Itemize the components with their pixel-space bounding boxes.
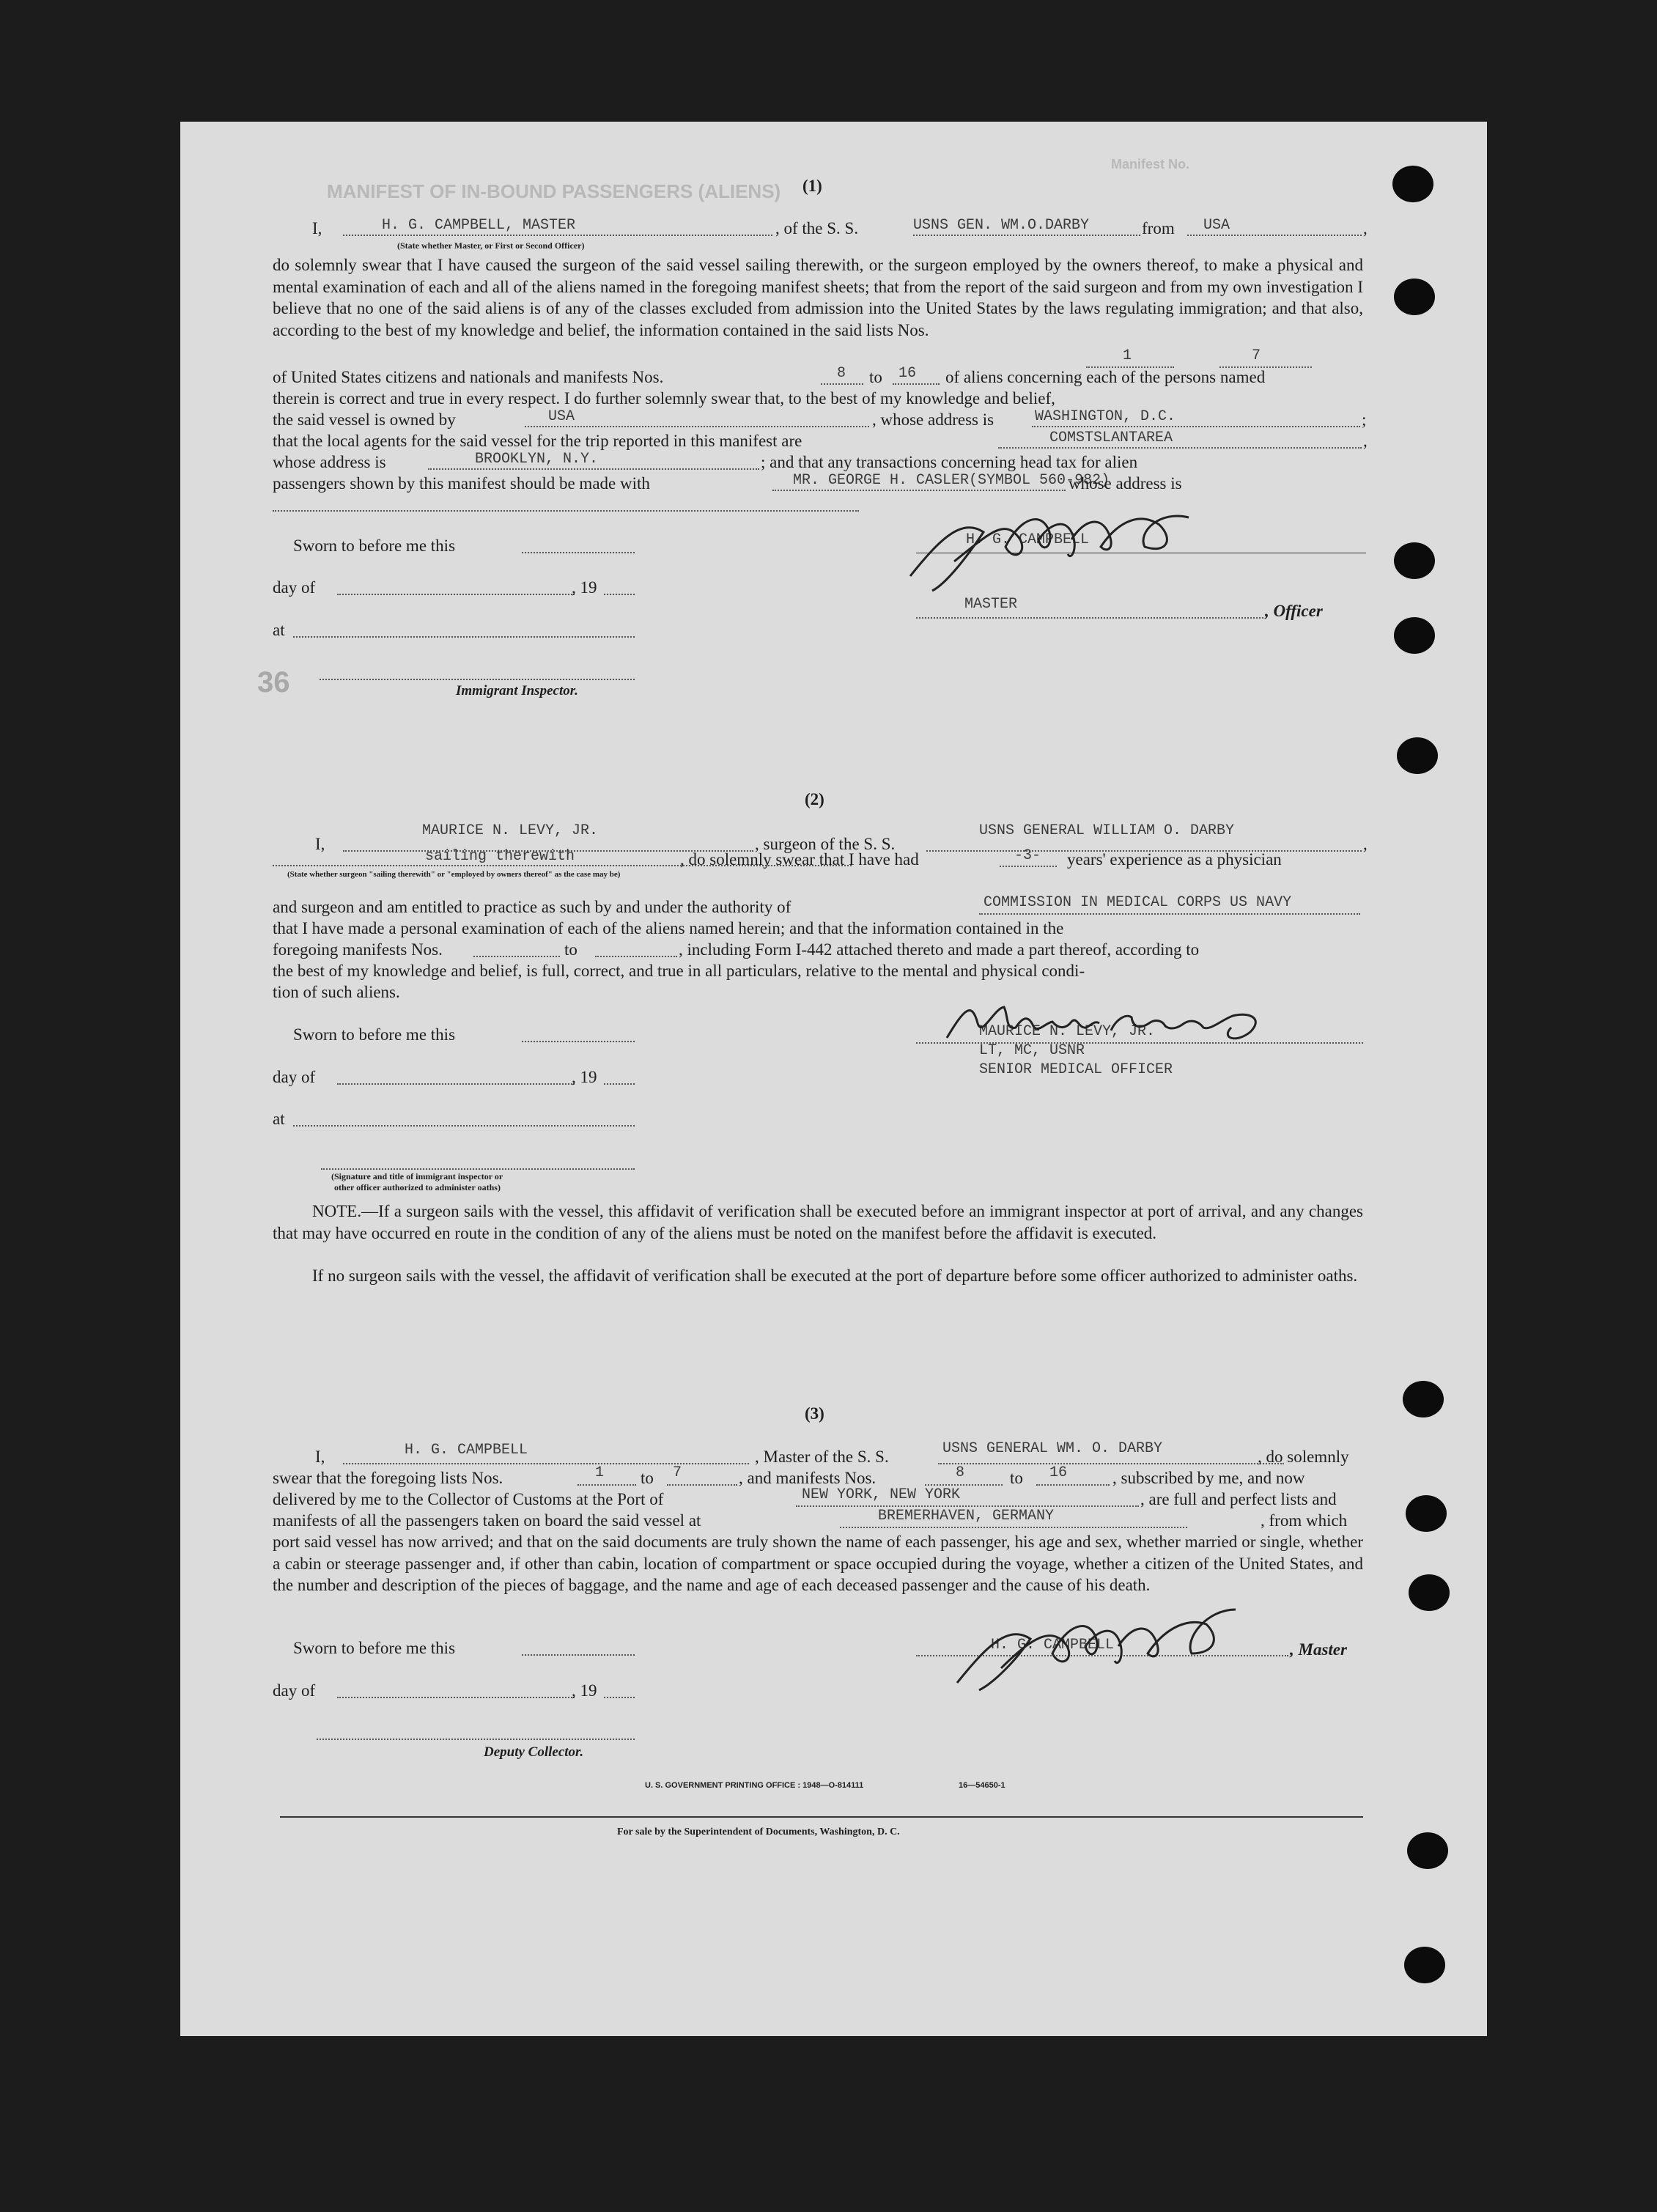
- comma: ,: [1363, 219, 1368, 237]
- oath-officer-hint-2: other officer authorized to administer oaths): [334, 1182, 501, 1192]
- note-text-1: —If a surgeon sails with the vessel, this affidavit of verification shall be executed before an immigrant inspector at port of arrival, and any changes that may have occurred en route in the condition of any of the aliens must be noted on the manifest before the affidavit is executed.: [273, 1202, 1363, 1242]
- form-number-text: 16—54650-1: [959, 1781, 1005, 1790]
- sale-notice-text: For sale by the Superintendent of Documents, Washington, D. C.: [617, 1826, 900, 1837]
- sworn-label-2: Sworn to before me this: [293, 1025, 456, 1044]
- section-2-i: I,: [315, 835, 325, 853]
- section-1-number: (1): [802, 177, 822, 195]
- footer-rule: [280, 1816, 1363, 1818]
- authority-line: [979, 913, 1360, 915]
- punch-hole-6: [1403, 1381, 1444, 1417]
- year-line-2: [604, 1083, 635, 1085]
- section-3-signer-value: H. G. CAMPBELL: [991, 1637, 1115, 1654]
- bleed-manifest-no: Manifest No.: [1111, 157, 1190, 172]
- at-line-2: [293, 1125, 635, 1127]
- master-signature-1: [896, 488, 1218, 605]
- of-ss-label: , of the S. S.: [775, 219, 859, 237]
- year-line-1: [604, 594, 635, 595]
- master-signature-2: [942, 1588, 1250, 1697]
- section-3-manifests-from-value: 8: [956, 1464, 965, 1481]
- section-3-manifests-label: , and manifests Nos.: [739, 1469, 877, 1487]
- agents-address-value: BROOKLYN, N.Y.: [475, 451, 599, 468]
- surgeon-signer-value: MAURICE N. LEVY, JR.: [979, 1023, 1156, 1040]
- departure-label: manifests of all the passengers taken on board the said vessel at: [273, 1511, 701, 1530]
- punch-hole-2: [1394, 279, 1435, 315]
- authority-label: and surgeon and am entitled to practice as such by and under the authority of: [273, 898, 791, 916]
- note-paragraph-2: If no surgeon sails with the vessel, the affidavit of verification shall be executed at the port of departure before some officer authorized to administer oaths.: [312, 1267, 1358, 1285]
- manifests-label: of United States citizens and nationals and manifests Nos.: [273, 368, 664, 386]
- note-paragraph: [273, 1201, 1363, 1244]
- sworn-line-2: [522, 1041, 635, 1042]
- sworn-label-3: Sworn to before me this: [293, 1639, 456, 1657]
- section-3-lists-to-line: [667, 1484, 737, 1486]
- lists-from-value: 1: [1123, 347, 1132, 364]
- agents-label: that the local agents for the said vessel for the trip reported in this manifest are: [273, 432, 802, 450]
- owner-address-label: , whose address is: [872, 410, 994, 429]
- owner-line: [525, 426, 869, 427]
- at-label-2: at: [273, 1110, 285, 1128]
- head-tax-text: ; and that any transactions concerning head tax for alien: [761, 453, 1138, 471]
- printing-office-text: U. S. GOVERNMENT PRINTING OFFICE : 1948—O-814111: [645, 1781, 864, 1790]
- year-label-2: , 19: [572, 1068, 597, 1086]
- sworn-label-1: Sworn to before me this: [293, 537, 456, 555]
- section-3-vessel-value: USNS GENERAL WM. O. DARBY: [942, 1440, 1163, 1457]
- sailing-value: sailing therewith: [425, 848, 575, 865]
- deputy-collector-label: Deputy Collector.: [484, 1744, 584, 1760]
- collector-line: [317, 1739, 635, 1740]
- full-perfect-text: , are full and perfect lists and: [1140, 1490, 1337, 1508]
- departure-line: [840, 1527, 1187, 1528]
- master-of-label: , Master of the S. S.: [755, 1448, 889, 1466]
- owner-value: USA: [548, 408, 575, 425]
- surgeon-manifests-from-line: [473, 956, 560, 957]
- day-of-line-2: [337, 1083, 575, 1085]
- section-3-lists-from-line: [577, 1484, 636, 1486]
- section-3-lists-to-value: 7: [673, 1464, 682, 1481]
- sworn-line-3: [522, 1654, 635, 1656]
- surgeon-signature: [942, 987, 1280, 1060]
- examination-text: that I have made a personal examination of each of the aliens named herein; and that the information contained in the: [273, 919, 1064, 937]
- correct-text: therein is correct and true in every respect. I do further solemnly swear that, to the best of my knowledge and belief,: [273, 389, 1055, 408]
- surgeon-name-value: MAURICE N. LEVY, JR.: [422, 822, 599, 839]
- section-1-paragraph: do solemnly swear that I have caused the surgeon of the said vessel sailing therewith, or the surgeon employed by the owners thereof, to make a physical and mental examination of each and all of the aliens named in the foregoing manifest sheets; that from the report of the said surgeon and from my own investigation I believe that no one of the said aliens is of any of the classes excluded from admission into the United States by the laws regulating immigration; and that also, according to the best of my knowledge and belief, the information contained in the said lists Nos.: [273, 256, 1363, 339]
- section-3-manifests-to-value: 16: [1049, 1464, 1068, 1481]
- surgeon-vessel-value: USNS GENERAL WILLIAM O. DARBY: [979, 822, 1235, 839]
- punch-hole-1: [1392, 166, 1433, 202]
- port-label: delivered by me to the Collector of Customs at the Port of: [273, 1490, 664, 1508]
- section-2-number: (2): [805, 790, 824, 808]
- day-of-label-2: day of: [273, 1068, 316, 1086]
- departure-value: BREMERHAVEN, GERMANY: [878, 1508, 1055, 1525]
- subscribed-text: , subscribed by me, and now: [1112, 1469, 1305, 1487]
- from-value: USA: [1203, 217, 1230, 234]
- master-label: , Master: [1290, 1640, 1347, 1659]
- sworn-line-1: [522, 552, 635, 553]
- vessel-value: USNS GEN. WM.O.DARBY: [913, 217, 1090, 234]
- tax-contact-label: passengers shown by this manifest should be made with: [273, 474, 650, 493]
- section-3-lists-label: swear that the foregoing lists Nos.: [273, 1469, 503, 1487]
- surgeon-to-label: to: [564, 940, 577, 959]
- day-of-line-1: [337, 594, 575, 595]
- semicolon: ;: [1362, 410, 1367, 429]
- punch-hole-3: [1394, 542, 1435, 579]
- owner-address-value: WASHINGTON, D.C.: [1035, 408, 1176, 425]
- master-hint: (State whether Master, or First or Second Officer): [397, 240, 585, 251]
- at-label-1: at: [273, 621, 285, 639]
- document-page: [180, 122, 1487, 2036]
- section-3-lists-to-label: to: [641, 1469, 654, 1487]
- surgeon-manifests-to-line: [595, 956, 677, 957]
- officer-label: , Officer: [1265, 602, 1323, 620]
- section-3-master-line: [343, 1463, 749, 1464]
- punch-hole-7: [1406, 1495, 1447, 1532]
- year-label-1: , 19: [572, 578, 597, 597]
- note-label: NOTE.: [312, 1202, 362, 1220]
- contact-address-line: [273, 510, 859, 512]
- from-which-text: , from which: [1261, 1511, 1348, 1530]
- agents-value: COMSTSLANTAREA: [1049, 430, 1173, 446]
- punch-hole-10: [1404, 1947, 1445, 1983]
- do-solemnly-text: , do solemnly: [1258, 1448, 1349, 1466]
- day-of-label-3: day of: [273, 1681, 316, 1700]
- best-knowledge-text: the best of my knowledge and belief, is full, correct, and true in all particulars, relative to the mental and physical condi-: [273, 962, 1085, 980]
- day-of-line-3: [337, 1697, 575, 1698]
- form-i442-text: , including Form I-442 attached thereto and made a part thereof, according to: [679, 940, 1200, 959]
- punch-hole-8: [1409, 1574, 1450, 1611]
- aliens-text: of aliens concerning each of the persons named: [945, 368, 1266, 386]
- whose-address-text: whose address is: [1069, 474, 1182, 493]
- punch-hole-5: [1397, 737, 1438, 774]
- swear-text: , do solemnly swear that I have had: [680, 850, 919, 869]
- manifests-to-value: 16: [898, 365, 917, 382]
- years-value: -3-: [1014, 847, 1041, 864]
- punch-hole-4: [1394, 617, 1435, 654]
- surgeon-title-value: SENIOR MEDICAL OFFICER: [979, 1061, 1173, 1078]
- officer-line: [916, 617, 1263, 619]
- surgeon-rank-value: LT, MC, USNR: [979, 1042, 1085, 1059]
- at-line-1: [293, 636, 635, 638]
- tax-contact-value: MR. GEORGE H. CASLER(SYMBOL 560-982): [793, 472, 1110, 489]
- year-label-3: , 19: [572, 1681, 597, 1700]
- year-line-3: [604, 1697, 635, 1698]
- such-aliens-text: tion of such aliens.: [273, 983, 400, 1001]
- bleed-page-number: 36: [257, 666, 290, 698]
- oath-officer-line: [321, 1168, 635, 1170]
- surgeon-of-label: , surgeon of the S. S.: [755, 835, 896, 853]
- lists-to-value: 7: [1252, 347, 1261, 364]
- sailing-hint: (State whether surgeon "sailing therewith" or "employed by owners thereof" as the case may be): [287, 870, 621, 879]
- comma-3: ,: [1363, 835, 1368, 853]
- from-label: from: [1142, 219, 1175, 237]
- owned-by-label: the said vessel is owned by: [273, 410, 456, 429]
- section-3-lists-from-value: 1: [595, 1464, 605, 1481]
- master-signer-value: H. G. CAMPBELL: [966, 531, 1090, 548]
- section-3-manifests-to-line: [1036, 1484, 1110, 1486]
- section-3-number: (3): [805, 1404, 824, 1423]
- section-3-master-value: H. G. CAMPBELL: [405, 1442, 528, 1459]
- day-of-label-1: day of: [273, 578, 316, 597]
- comma-2: ,: [1363, 432, 1368, 450]
- oath-officer-hint-1: (Signature and title of immigrant inspector or: [331, 1171, 503, 1181]
- bleed-header-text: MANIFEST OF IN-BOUND PASSENGERS (ALIENS): [327, 180, 781, 202]
- agents-address-label: whose address is: [273, 453, 386, 471]
- section-3-i: I,: [315, 1448, 325, 1466]
- years-text: years' experience as a physician: [1067, 850, 1282, 869]
- port-value: NEW YORK, NEW YORK: [802, 1486, 961, 1503]
- section-3-paragraph: port said vessel has now arrived; and that on the said documents are truly shown the name of each passenger, his age and sex, whether married or single, whether a cabin or steerage passenger and, if other than cabin, location of compartment or space occupied during the voyage, whether a citizen of the United States, and the number and description of the pieces of baggage, and the name and age of each deceased passenger and the cause of his death.: [273, 1533, 1363, 1594]
- section-3-vessel-line: [938, 1463, 1284, 1464]
- section-1-i: I,: [312, 219, 322, 237]
- section-3-manifests-to-label: to: [1010, 1469, 1023, 1487]
- authority-value: COMMISSION IN MEDICAL CORPS US NAVY: [984, 894, 1292, 911]
- officer-title-value: MASTER: [964, 596, 1018, 613]
- master-name-value: H. G. CAMPBELL, MASTER: [382, 217, 576, 234]
- inspector-line: [320, 679, 635, 680]
- punch-hole-9: [1407, 1832, 1448, 1869]
- manifests-to-label: to: [869, 368, 882, 386]
- immigrant-inspector-label: Immigrant Inspector.: [456, 683, 578, 698]
- foregoing-manifests-label: foregoing manifests Nos.: [273, 940, 443, 959]
- manifests-from-value: 8: [837, 365, 846, 382]
